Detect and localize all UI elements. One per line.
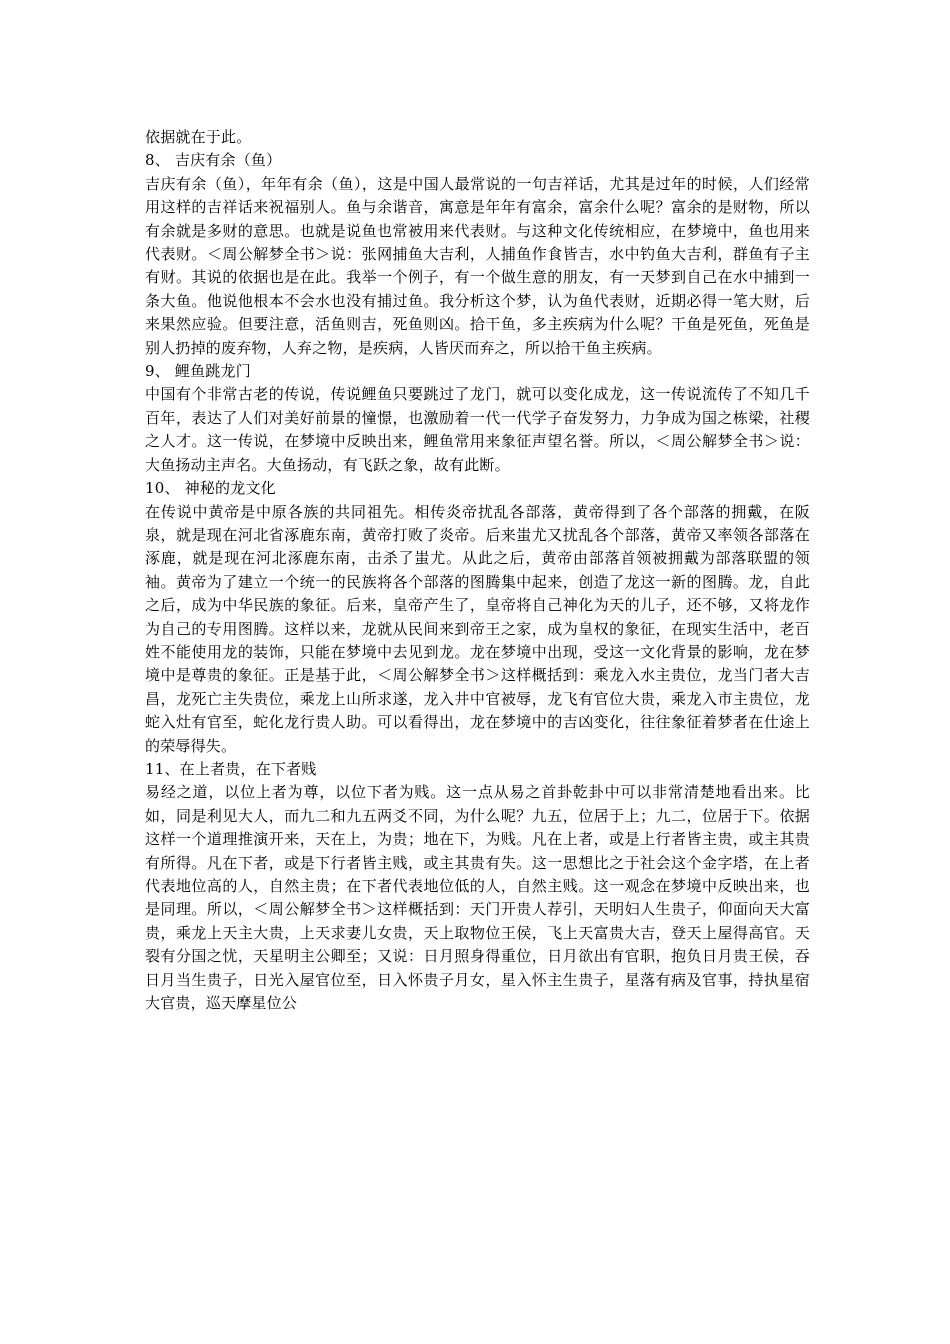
section-heading-11: 11、在上者贵，在下者贱 bbox=[145, 759, 317, 778]
paragraph-section-8: 吉庆有余（鱼），年年有余（鱼），这是中国人最常说的一句吉祥话，尤其是过年的时候，人们经常用这样的吉祥话来祝福别人。鱼与余谐音，寓意是年年有富余，富余什么呢？富余的是财物，所以有余就是多财的意思。也就是说鱼也常被用来代表财。与这种文化传统相应，在梦境中，鱼也用来代表财。＜周公解梦全书＞说：张网捕鱼大吉利，人捕鱼作食皆吉，水中钓鱼大吉利，群鱼有子主有财。其说的依据也是在此。我举一个例子，有一个做生意的朋友，有一天梦到自己在水中捕到一条大鱼。他说他根本不会水也没有捕过鱼。我分析这个梦，认为鱼代表财，近期必得一笔大财，后来果然应验。但要注意，活鱼则吉，死鱼则凶。拾干鱼，多主疾病为什么呢？干鱼是死鱼，死鱼是别人扔掉的废弃物，人弃之物，是疾病，人皆厌而弃之，所以拾干鱼主疾病。 bbox=[145, 174, 810, 357]
paragraph-section-10: 在传说中黄帝是中原各族的共同祖先。相传炎帝扰乱各部落，黄帝得到了各个部落的拥戴，在阪泉，就是现在河北省涿鹿东南，黄帝打败了炎帝。后来蚩尤又扰乱各个部落，黄帝又率领各部落在涿鹿，就是现在河北涿鹿东南，击杀了蚩尤。从此之后，黄帝由部落首领被拥戴为部落联盟的领袖。黄帝为了建立一个统一的民族将各个部落的图腾集中起来，创造了龙这一新的图腾。龙，自此之后，成为中华民族的象征。后来，皇帝产生了，皇帝将自己神化为天的儿子，还不够，又将龙作为自己的专用图腾。这样以来，龙就从民间来到帝王之家，成为皇权的象征，在现实生活中，老百姓不能使用龙的装饰，只能在梦境中去见到龙。龙在梦境中出现，受这一文化背景的影响，龙在梦境中是尊贵的象征。正是基于此，＜周公解梦全书＞这样概括到：乘龙入水主贵位，龙当门者大吉昌，龙死亡主失贵位，乘龙上山所求遂，龙入井中官被辱，龙飞有官位大贵，乘龙入市主贵位，龙蛇入灶有官至，蛇化龙行贵人助。可以看得出，龙在梦境中的吉凶变化，往往象征着梦者在仕途上的荣辱得失。 bbox=[145, 502, 810, 755]
section-heading-10: 10、 神秘的龙文化 bbox=[145, 479, 276, 498]
section-heading-9: 9、 鲤鱼跳龙门 bbox=[145, 362, 251, 381]
paragraph-intro: 依据就在于此。 bbox=[145, 128, 252, 146]
paragraph-section-11: 易经之道，以位上者为尊，以位下者为贱。这一点从易之首卦乾卦中可以非常清楚地看出来。比如，同是利见大人，而九二和九五两爻不同，为什么呢？九五，位居于上；九二，位居于下。依据这样一个道理推演开来，天在上，为贵；地在下，为贱。凡在上者，或是上行者皆主贵，或主其贵有所得。凡在下者，或是下行者皆主贱，或主其贵有失。这一思想比之于社会这个金字塔，在上者代表地位高的人，自然主贵；在下者代表地位低的人，自然主贱。这一观念在梦境中反映出来，也是同理。所以，＜周公解梦全书＞这样概括到：天门开贵人荐引，天明妇人生贵子，仰面向天大富贵，乘龙上天主大贵，上天求妻儿女贵，天上取物位王侯，飞上天富贵大吉，登天上屋得高官。天裂有分国之忧，天星明主公卿至；又说：日月照身得重位，日月欲出有官职，抱负日月贵王侯，吞日月当生贵子，日光入屋官位至，日入怀贵子月女，星入怀主生贵子，星落有病及官事，持执星宿大官贵，巡天摩星位公 bbox=[145, 783, 810, 1013]
paragraph-section-9: 中国有个非常古老的传说，传说鲤鱼只要跳过了龙门，就可以变化成龙，这一传说流传了不知几千百年，表达了人们对美好前景的憧憬，也激励着一代一代学子奋发努力，力争成为国之栋梁，社稷之人才。这一传说，在梦境中反映出来，鲤鱼常用来象征声望名誉。所以，＜周公解梦全书＞说：大鱼扬动主声名。大鱼扬动，有飞跃之象，故有此断。 bbox=[145, 385, 810, 474]
document-body bbox=[145, 126, 810, 1015]
section-heading-8: 8、 吉庆有余（鱼） bbox=[145, 151, 282, 170]
